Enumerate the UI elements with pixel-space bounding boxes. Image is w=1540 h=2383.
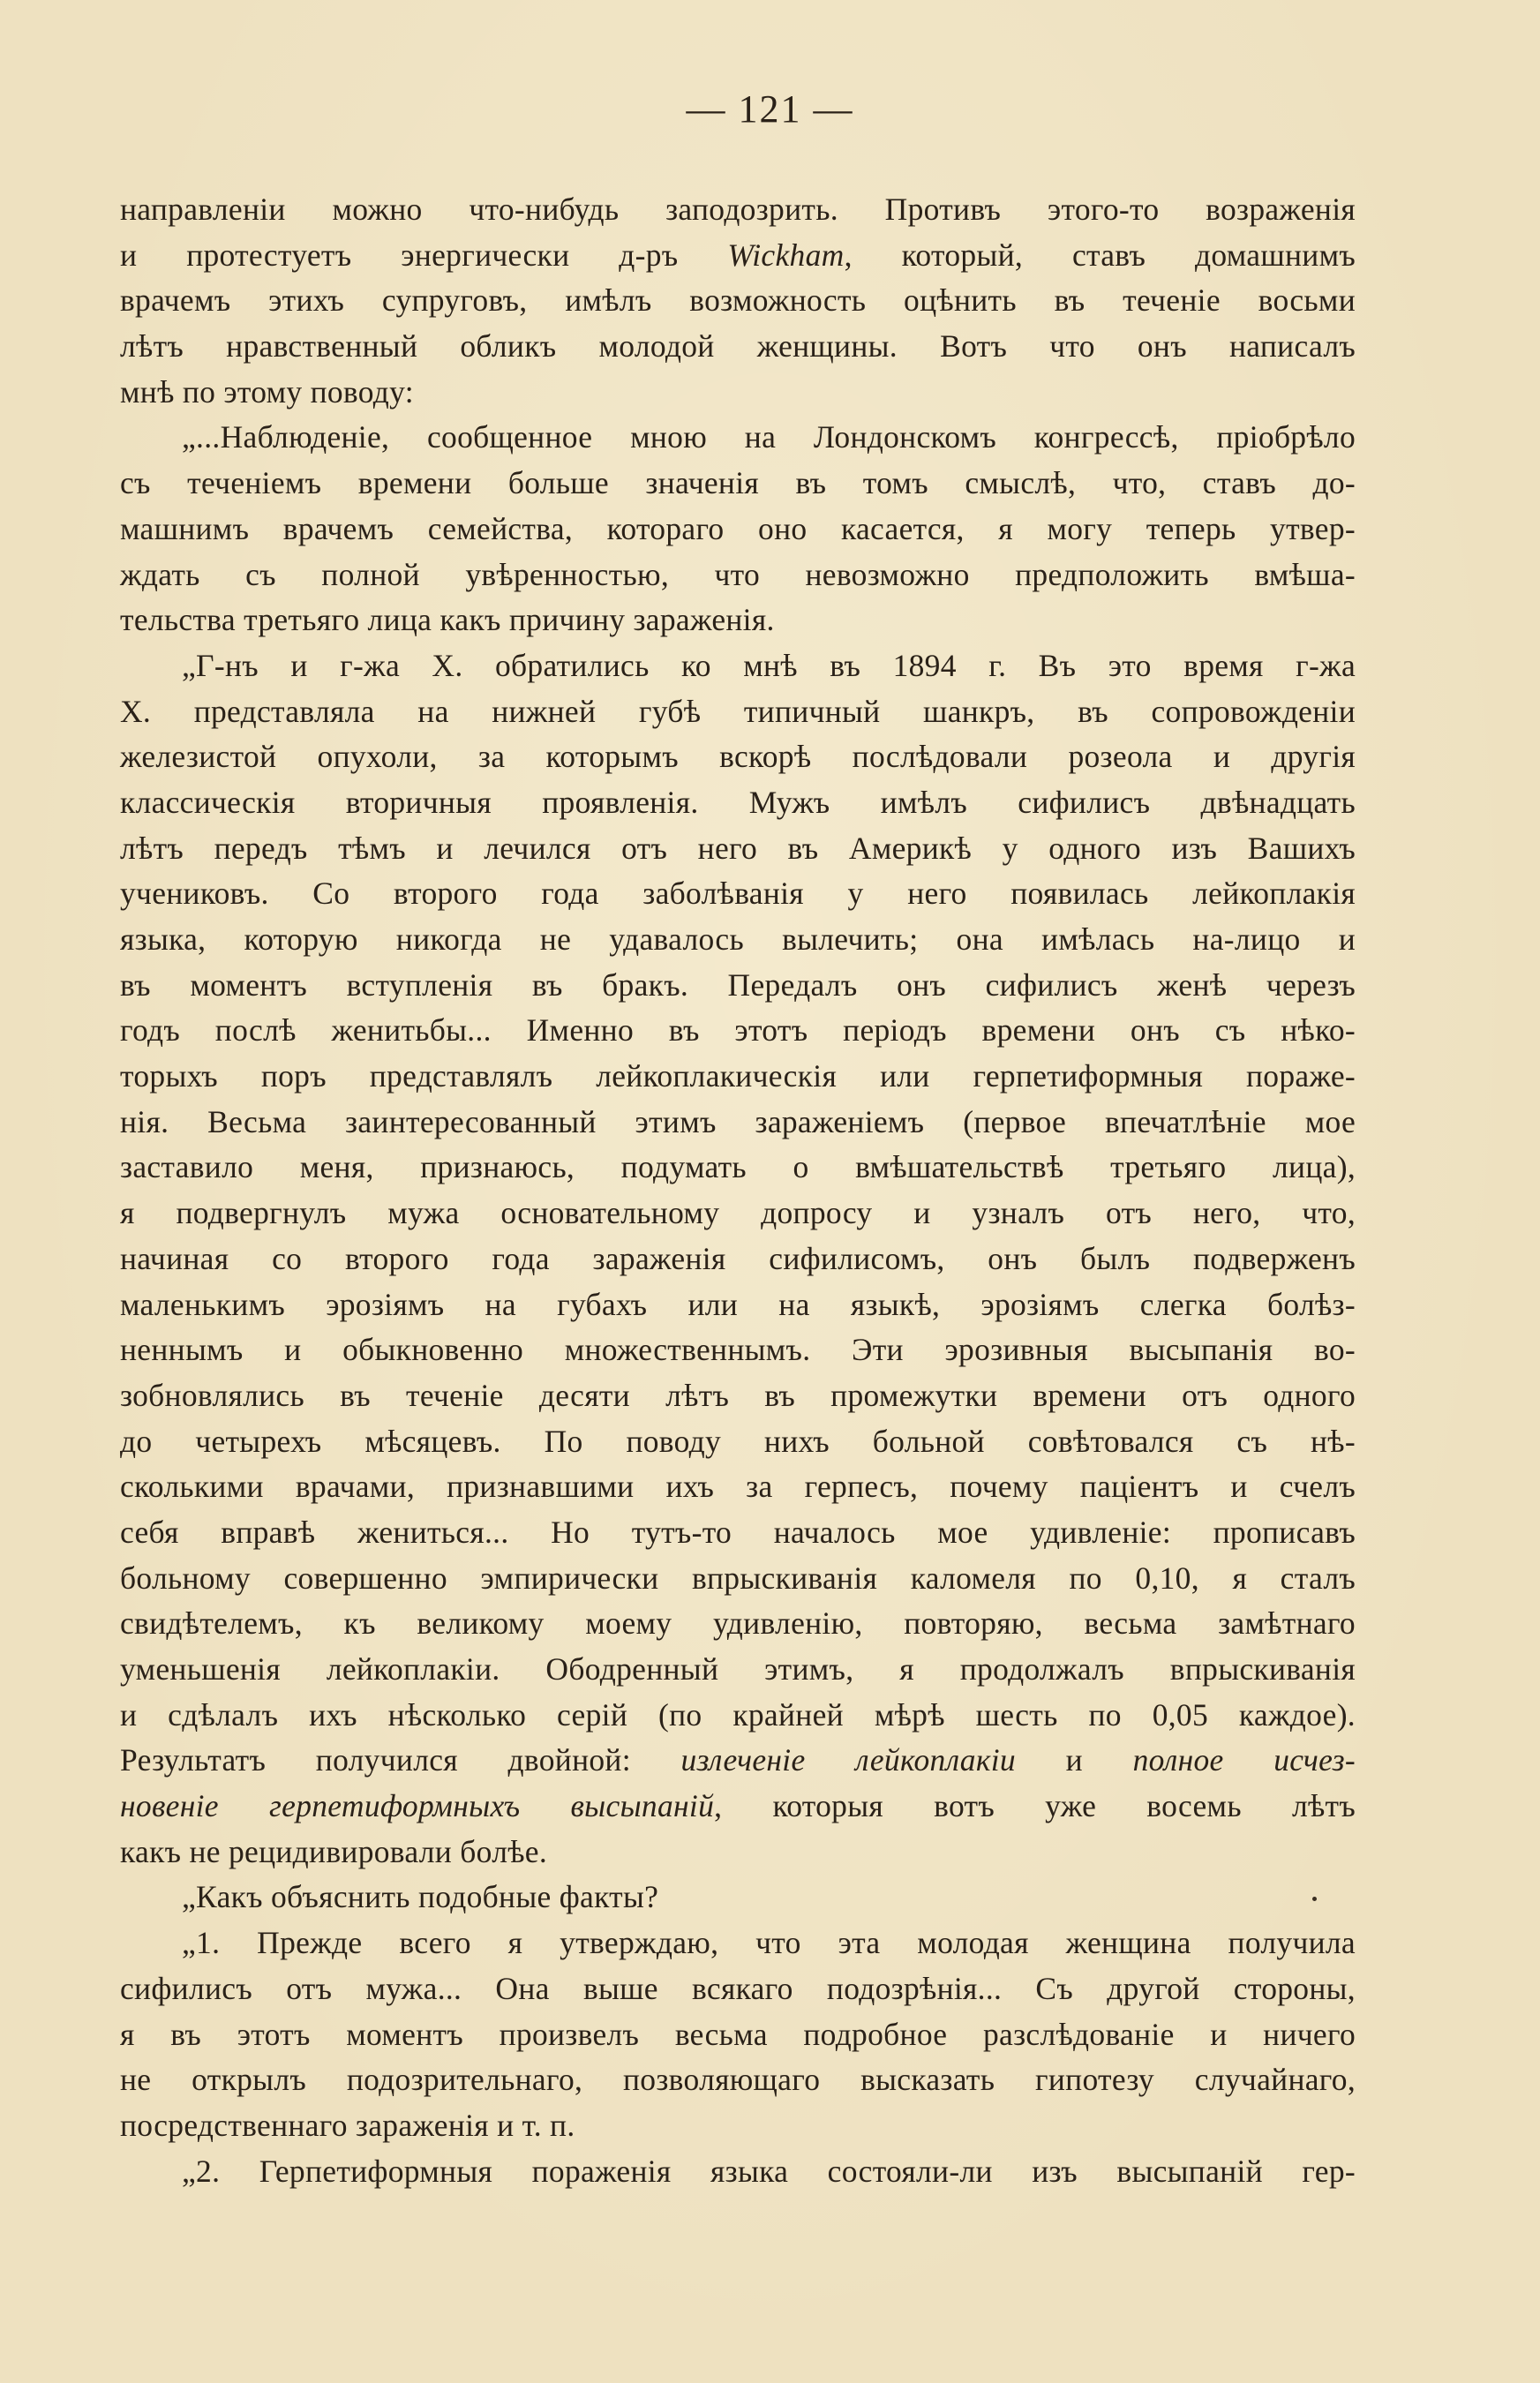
- text-segment: и протестуетъ энергически д-ръ: [120, 237, 728, 273]
- text-line: [120, 461, 1356, 507]
- text-line: [120, 1327, 1356, 1373]
- text-line: [120, 1100, 1356, 1146]
- text-segment: Результатъ получился двойной:: [120, 1742, 681, 1778]
- text-segment: и: [1015, 1742, 1133, 1778]
- text-line: [120, 1601, 1356, 1647]
- text-line: [120, 1419, 1356, 1465]
- body-text: [120, 187, 1356, 2194]
- italic-text: Wickham: [727, 237, 845, 273]
- text-segment: классическія вторичныя проявленія. Мужъ имѣлъ сифилисъ двѣнадцать: [120, 784, 1356, 820]
- text-line: [120, 187, 1356, 233]
- text-segment: тельства третьяго лица какъ причину зараженія.: [120, 602, 775, 638]
- text-segment: себя вправѣ жениться... Но тутъ-то началось мое удивленіе: прописавъ: [120, 1514, 1356, 1550]
- text-line: [120, 826, 1356, 872]
- text-line: [120, 1875, 1356, 1921]
- text-line: [120, 1237, 1356, 1282]
- text-line: [120, 643, 1356, 689]
- text-line: [120, 415, 1356, 461]
- text-line: [120, 1784, 1356, 1830]
- text-segment: языка, которую никогда не удавалось вылечить; она имѣлась на-лицо и: [120, 921, 1356, 957]
- text-line: [120, 2057, 1356, 2103]
- text-line: [120, 1464, 1356, 1510]
- text-line: [120, 507, 1356, 553]
- page-number: — 121 —: [686, 87, 854, 131]
- text-line: [120, 871, 1356, 917]
- text-line: [120, 370, 1356, 416]
- text-segment: зобновлялись въ теченіе десяти лѣтъ въ промежутки времени отъ одного: [120, 1377, 1356, 1413]
- text-line: [120, 324, 1356, 370]
- text-line: [120, 1282, 1356, 1328]
- text-line: [120, 963, 1356, 1009]
- text-line: [120, 598, 1356, 643]
- text-line: [120, 1373, 1356, 1419]
- text-segment: годъ послѣ женитьбы... Именно въ этотъ періодъ времени онъ съ нѣко-: [120, 1012, 1356, 1049]
- text-segment: „1. Прежде всего я утверждаю, что эта молодая женщина получила: [182, 1925, 1356, 1961]
- text-line: [120, 1921, 1356, 1966]
- text-segment: я въ этотъ моментъ произвелъ весьма подробное разслѣдованіе и ничего: [120, 2016, 1356, 2052]
- text-segment: и сдѣлалъ ихъ нѣсколько серій (по крайней мѣрѣ шесть по 0,05 каждое).: [120, 1696, 1356, 1733]
- text-line: [120, 1145, 1356, 1191]
- text-line: [120, 780, 1356, 826]
- text-segment: торыхъ поръ представлялъ лейкоплакическія или герпетиформныя пораже-: [120, 1058, 1356, 1094]
- text-segment: врачемъ этихъ супруговъ, имѣлъ возможность оцѣнить въ теченіе восьми: [120, 282, 1356, 319]
- text-line: [120, 1008, 1356, 1054]
- text-segment: уменьшенія лейкоплакіи. Ободренный этимъ, я продолжалъ впрыскиванія: [120, 1651, 1356, 1687]
- text-segment: „...Наблюденіе, сообщенное мною на Лондонскомъ конгрессѣ, пріобрѣло: [182, 419, 1356, 455]
- text-segment: машнимъ врачемъ семейства, котораго оно касается, я могу теперь утвер-: [120, 510, 1356, 546]
- text-segment: въ моментъ вступленія въ бракъ. Передалъ онъ сифилисъ женѣ черезъ: [120, 966, 1356, 1003]
- text-line: [120, 2149, 1356, 2195]
- text-segment: учениковъ. Со второго года заболѣванія у него появилась лейкоплакія: [120, 876, 1356, 912]
- text-line: [120, 1556, 1356, 1602]
- text-segment: железистой опухоли, за которымъ вскорѣ послѣдовали розеола и другія: [120, 739, 1356, 775]
- text-line: [120, 1054, 1356, 1100]
- text-segment: не открылъ подозрительнаго, позволяющаго высказать гипотезу случайнаго,: [120, 2062, 1356, 2098]
- text-segment: лѣтъ нравственный обликъ молодой женщины. Вотъ что онъ написалъ: [120, 328, 1356, 365]
- text-line: [120, 1738, 1356, 1784]
- text-segment: больному совершенно эмпирически впрыскиванія каломеля по 0,10, я сталъ: [120, 1560, 1356, 1596]
- text-segment: , которыя вотъ уже восемь лѣтъ: [714, 1788, 1356, 1824]
- text-segment: я подвергнулъ мужа основательному допросу и узналъ отъ него, что,: [120, 1195, 1356, 1231]
- text-segment: „Какъ объяснить подобные факты?: [182, 1879, 659, 1915]
- text-segment: неннымъ и обыкновенно множественнымъ. Эти эрозивныя высыпанія во-: [120, 1332, 1356, 1368]
- text-line: [120, 689, 1356, 735]
- text-segment: начиная со второго года зараженія сифилисомъ, онъ былъ подверженъ: [120, 1240, 1356, 1276]
- text-segment: заставило меня, признаюсь, подумать о вмѣшательствѣ третьяго лица),: [120, 1149, 1356, 1185]
- text-segment: направленіи можно что-нибудь заподозрить. Противъ этого-то возраженія: [120, 192, 1356, 227]
- text-segment: мнѣ по этому поводу:: [120, 373, 414, 410]
- text-segment: сифилисъ отъ мужа... Она выше всякаго подозрѣнія... Съ другой стороны,: [120, 1970, 1356, 2006]
- text-segment: лѣтъ передъ тѣмъ и лечился отъ него въ Америкѣ у одного изъ Вашихъ: [120, 830, 1356, 866]
- text-segment: какъ не рецидивировали болѣе.: [120, 1833, 548, 1869]
- italic-text: новеніе герпетиформныхъ высыпаній: [120, 1788, 715, 1824]
- text-line: [120, 1647, 1356, 1693]
- text-segment: до четырехъ мѣсяцевъ. По поводу нихъ больной совѣтовался съ нѣ-: [120, 1423, 1356, 1459]
- text-line: [120, 2012, 1356, 2058]
- text-line: [120, 278, 1356, 324]
- text-line: [120, 1830, 1356, 1876]
- text-segment: съ теченіемъ времени больше значенія въ томъ смыслѣ, что, ставъ до-: [120, 465, 1356, 501]
- text-line: [120, 553, 1356, 598]
- text-line: [120, 1693, 1356, 1739]
- text-segment: „Г-нъ и г-жа X. обратились ко мнѣ въ 1894 г. Въ это время г-жа: [182, 647, 1356, 683]
- italic-text: излеченіе лейкоплакіи: [680, 1742, 1016, 1778]
- text-line: [120, 1510, 1356, 1556]
- text-line: [120, 2103, 1356, 2149]
- text-line: [120, 917, 1356, 963]
- text-segment: свидѣтелемъ, къ великому моему удивленію, повторяю, весьма замѣтнаго: [120, 1605, 1356, 1642]
- italic-text: полное исчез-: [1132, 1742, 1356, 1778]
- text-segment: , который, ставъ домашнимъ: [844, 237, 1356, 273]
- text-line: [120, 233, 1356, 279]
- text-line: [120, 1191, 1356, 1237]
- text-segment: маленькимъ эрозіямъ на губахъ или на языкѣ, эрозіямъ слегка болѣз-: [120, 1286, 1356, 1322]
- print-speck: [1312, 1897, 1317, 1901]
- text-line: [120, 734, 1356, 780]
- text-line: [120, 1966, 1356, 2012]
- text-segment: нія. Весьма заинтересованный этимъ зараженіемъ (первое впечатлѣніе мое: [120, 1103, 1356, 1139]
- text-segment: посредственнаго зараженія и т. п.: [120, 2107, 575, 2143]
- text-segment: X. представляла на нижней губѣ типичный шанкръ, въ сопровожденіи: [120, 693, 1356, 729]
- text-segment: „2. Герпетиформныя пораженія языка состояли-ли изъ высыпаній гер-: [182, 2153, 1356, 2189]
- text-segment: ждать съ полной увѣренностью, что невозможно предположить вмѣша-: [120, 556, 1356, 592]
- text-segment: сколькими врачами, признавшими ихъ за герпесъ, почему паціентъ и счелъ: [120, 1469, 1356, 1505]
